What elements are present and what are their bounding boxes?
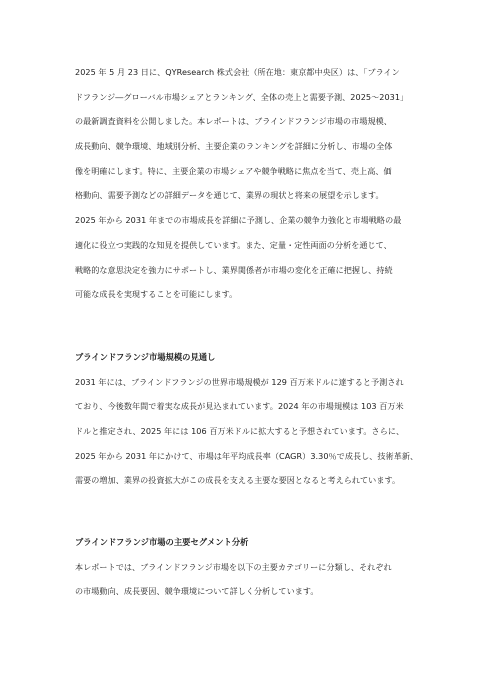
segment-analysis-paragraph xyxy=(75,555,415,604)
text-line: 需要の増加、業界の投資拡大がこの成長を支える主要な要因となると考えられています。 xyxy=(75,475,401,486)
text-line: 2025 年 5 月 23 日に、QYResearch 株式会社（所在地：東京都中央区）は、「ブライン xyxy=(75,67,400,77)
text-line: 像を明確にします。特に、主要企業の市場シェアや競争戦略に焦点を当て、売上高、価 xyxy=(75,165,392,176)
text-line: 戦略的な意思決定を強力にサポートし、業界関係者が市場の変化を正確に把握し、持続 xyxy=(75,264,393,275)
text-line: 適化に役立つ実践的な知見を提供しています。また、定量・定性両面の分析を通じて、 xyxy=(75,239,392,250)
intro-paragraph xyxy=(75,60,415,307)
text-line: 2025 年から 2031 年にかけて、市場は年平均成長率（CAGR）3.30％で成長し、技術革新、 xyxy=(75,450,419,461)
text-line: ドフランジ―グローバル市場シェアとランキング、全体の売上と需要予測、2025〜2031」 xyxy=(75,91,409,102)
text-line: 2031 年には、ブラインドフランジの世界市場規模が 129 百万米ドルに達すると予測され xyxy=(75,376,404,387)
section-heading-market-size: ブラインドフランジ市場規模の見通し xyxy=(75,351,216,362)
text-line: ドルと推定され、2025 年には 106 百万米ドルに拡大すると予想されています。さらに、 xyxy=(75,425,405,436)
text-line: の市場動向、成長要因、競争環境について詳しく分析しています。 xyxy=(75,586,319,597)
text-line: ており、今後数年間で着実な成長が見込まれています。2024 年の市場規模は 103 百万米 xyxy=(75,401,404,412)
text-line: の最新調査資料を公開しました。本レポートは、ブラインドフランジ市場の市場規模、 xyxy=(75,116,392,127)
market-size-paragraph xyxy=(75,370,419,493)
text-line: 可能な成長を実現することを可能にします。 xyxy=(75,289,238,300)
text-line: 成長動向、競争環境、地域別分析、主要企業のランキングを詳細に分析し、市場の全体 xyxy=(75,141,393,152)
document-body xyxy=(75,60,419,604)
text-line: 2025 年から 2031 年までの市場成長を詳細に予測し、企業の競争力強化と市場戦略の最 xyxy=(75,215,402,226)
section-heading-segment-analysis: ブラインドフランジ市場の主要セグメント分析 xyxy=(75,537,249,548)
text-line: 格動向、需要予測などの詳細データを通じて、業界の現状と将来の展望を示します。 xyxy=(75,190,384,201)
text-line: 本レポートでは、ブラインドフランジ市場を以下の主要カテゴリーに分類し、それぞれ xyxy=(75,561,392,572)
